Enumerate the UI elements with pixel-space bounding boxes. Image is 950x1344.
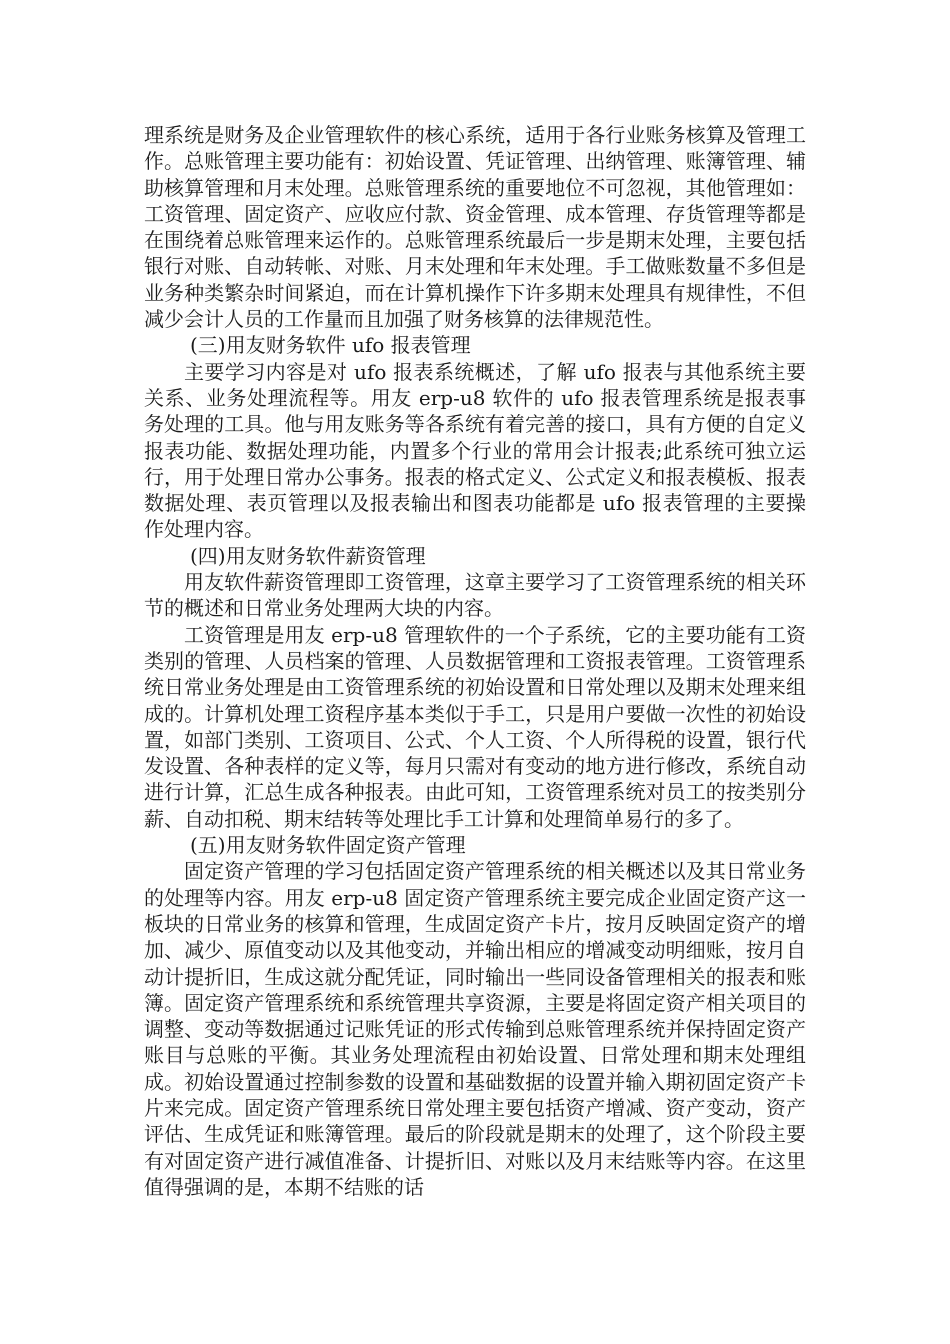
heading-payroll-management: (四)用友财务软件薪资管理: [190, 543, 426, 568]
paragraph-ufo-report: 主要学习内容是对 ufo 报表系统概述，了解 ufo 报表与其他系统主要关系、业务处理流程等。用友 erp-u8 软件的 ufo 报表管理系统是报表事务处理的工具。他与用友账务等各系统有着完善的接口，具有方便的自定义报表功能、数据处理功能，内置多个行业的常用会计报表;此系统可独立运行，用于处理日常办公事务。报表的格式定义、公式定义和报表模板、报表数据处理、表页管理以及报表输出和图表功能都是 ufo 报表管理的主要操作处理内容。: [144, 359, 806, 542]
paragraph-payroll-detail: 工资管理是用友 erp-u8 管理软件的一个子系统，它的主要功能有工资类别的管理、人员档案的管理、人员数据管理和工资报表管理。工资管理系统日常业务处理是由工资管理系统的初始设置和日常处理以及期末处理来组成的。计算机处理工资程序基本类似于手工，只是用户要做一次性的初始设置，如部门类别、工资项目、公式、个人工资、个人所得税的设置，银行代发设置、各种表样的定义等，每月只需对有变动的地方进行修改，系统自动进行计算，汇总生成各种报表。由此可知，工资管理系统对员工的按类别分薪、自动扣税、期末结转等处理比手工计算和处理简单易行的多了。: [144, 622, 806, 831]
paragraph-fixed-assets: 固定资产管理的学习包括固定资产管理系统的相关概述以及其日常业务的处理等内容。用友 erp-u8 固定资产管理系统主要完成企业固定资产这一板块的日常业务的核算和管理，生成固定资产卡片，按月反映固定资产的增加、减少、原值变动以及其他变动，并输出相应的增减变动明细账，按月自动计提折旧，生成这就分配凭证，同时输出一些同设备管理相关的报表和账簿。固定资产管理系统和系统管理共享资源，主要是将固定资产相关项目的调整、变动等数据通过记账凭证的形式传输到总账管理系统并保持固定资产账目与总账的平衡。其业务处理流程由初始设置、日常处理和期末处理组成。初始设置通过控制参数的设置和基础数据的设置并输入期初固定资产卡片来完成。固定资产管理系统日常处理主要包括资产增减、资产变动，资产评估、生成凭证和账簿管理。最后的阶段就是期末的处理了，这个阶段主要有对固定资产进行减值准备、计提折旧、对账以及月末结账等内容。在这里值得强调的是，本期不结账的话: [144, 859, 806, 1199]
paragraph-general-ledger-continued: 理系统是财务及企业管理软件的核心系统，适用于各行业账务核算及管理工作。总账管理主要功能有：初始设置、凭证管理、出纳管理、账簿管理、辅助核算管理和月末处理。总账管理系统的重要地位不可忽视，其他管理如：工资管理、固定资产、应收应付款、资金管理、成本管理、存货管理等都是在围绕着总账管理来运作的。总账管理系统最后一步是期末处理，主要包括银行对账、自动转帐、对账、月末处理和年末处理。手工做账数量不多但是业务种类繁杂时间紧迫，而在计算机操作下许多期末处理具有规律性，不但减少会计人员的工作量而且加强了财务核算的法律规范性。: [144, 123, 806, 332]
document-body: [144, 122, 806, 1200]
paragraph-payroll-intro: 用友软件薪资管理即工资管理，这章主要学习了工资管理系统的相关环节的概述和日常业务处理两大块的内容。: [144, 570, 806, 621]
heading-fixed-assets-management: (五)用友财务软件固定资产管理: [190, 833, 466, 858]
heading-ufo-report-management: (三)用友财务软件 ufo 报表管理: [190, 333, 471, 358]
